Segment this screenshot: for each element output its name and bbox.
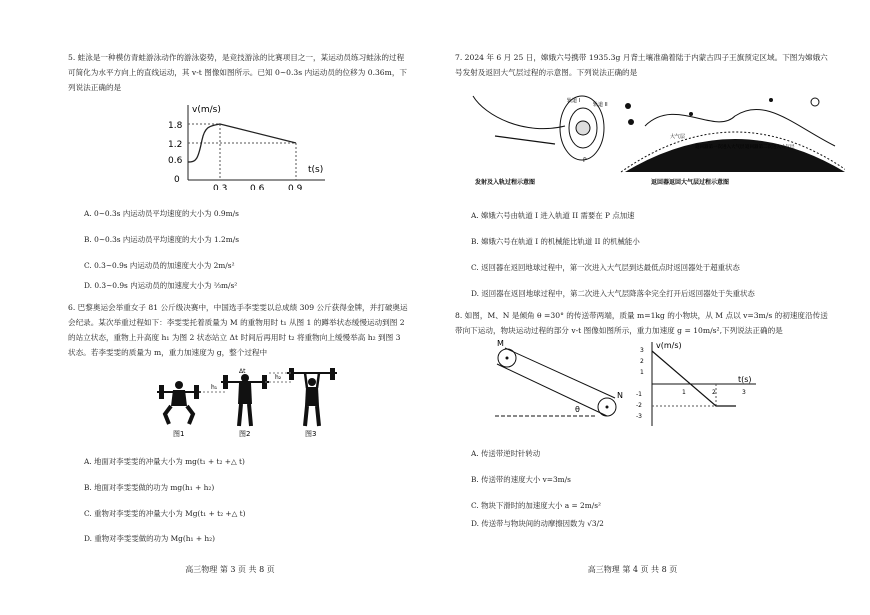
q8-ytick: -2: [636, 402, 642, 409]
q8-conveyor-belt: [495, 338, 625, 428]
fig-2-label: 图2: [239, 430, 251, 438]
theta-label: θ: [575, 405, 580, 414]
q5-option-b: B. 0~0.3s 内运动员平均速度的大小为 1.2m/s: [84, 235, 240, 244]
q8-ytick: -1: [636, 391, 642, 398]
q5-vt-graph: [150, 100, 330, 190]
q5-ytick: 1.8: [168, 121, 183, 131]
q5-ytick: 0: [174, 175, 180, 185]
q8-xlabel: t(s): [738, 375, 752, 384]
q5-xtick: 0.6: [250, 184, 265, 190]
q5-ylabel: v(m/s): [192, 105, 221, 115]
q6-option-c: C. 重物对李雯雯的冲量大小为 Mg(t₁ + t₂ +△ t): [84, 509, 246, 518]
q5-option-d: D. 0.3~0.9s 内运动员的加速度大小为 ⅔m/s²: [84, 281, 238, 290]
q7-option-a: A. 嫦娥六号由轨道 I 进入轨道 II 需要在 P 点加速: [471, 211, 635, 220]
h2-mark: h₂: [275, 374, 282, 381]
q8-ytick: 3: [640, 347, 644, 354]
page-footer: 高三物理 第 3 页 共 8 页: [185, 565, 275, 574]
q5-ytick: 0.6: [168, 156, 183, 166]
q8-option-c: C. 物块下滑时的加速度大小 a = 2m/s²: [471, 501, 601, 510]
fig-3-label: 图3: [305, 430, 317, 438]
q5-option-a: A. 0~0.3s 内运动员平均速度的大小为 0.9m/s: [84, 209, 239, 218]
q7-orbit-figure: [465, 86, 845, 190]
q5-option-c: C. 0.3~0.9s 内运动员的加速度大小为 2m/s²: [84, 261, 235, 270]
atmosphere-label: 大气层: [670, 134, 686, 140]
first-entry-label: 返回器第一次进入大气层: [695, 145, 745, 150]
second-entry-label: 返回器第二次进入大气层: [745, 145, 795, 150]
q7-option-d: D. 返回器在返回地球过程中，第二次进入大气层降落伞完全打开后返回器处于失重状态: [471, 289, 755, 298]
point-p-label: P: [583, 157, 587, 164]
launch-diagram: [473, 96, 608, 186]
q7-option-c: C. 返回器在返回地球过程中，第一次进入大气层到达最低点时返回器处于超重状态: [471, 263, 740, 272]
return-diagram: [621, 98, 845, 186]
q6-option-d: D. 重物对李雯雯做的功为 Mg(h₁ + h₂): [84, 534, 216, 543]
question-7-stem: 7. 2024 年 6 月 25 日，嫦娥六号携带 1935.3g 月背土壤准确着陆于内蒙古四子王旗预定区域。下图为嫦娥六号发射及返回大气层过程的示意图。下列说法正确的是: [455, 53, 828, 77]
h1-mark: h₁: [211, 384, 218, 391]
q5-xtick: 0.9: [288, 184, 303, 190]
q8-option-a: A. 传送带逆时针转动: [471, 449, 541, 458]
question-5-stem: 5. 蛙泳是一种模仿青蛙游泳动作的游泳姿势，是竞技游泳的比赛项目之一，某运动员练习蛙泳的过程可简化为水平方向上的直线运动，其 v-t 图像如图所示。已知 0~0.3s 内运动员的位移为 0.36m，下列说法正确的是: [68, 53, 408, 92]
fig-left-caption: 发射及入轨过程示意图: [475, 179, 536, 186]
q8-option-d: D. 传送带与物块间的动摩擦因数为 √3/2: [471, 519, 604, 528]
q6-option-a: A. 地面对李雯雯的冲量大小为 mg(t₁ + t₂ +△ t): [84, 457, 245, 466]
q5-xtick: 0.3: [213, 184, 228, 190]
lifter-overhead: [287, 368, 337, 426]
question-8-stem: 8. 如图，M、N 是倾角 θ =30° 的传送带两端，质量 m=1kg 的小物块，从 M 点以 v=3m/s 的初速度沿传送带向下运动，物块运动过程的部分 v-t 图像如图所示，重力加速度 g = 10m/s²,下列说法正确的是: [455, 311, 828, 335]
q8-ytick: 1: [640, 369, 644, 376]
q8-option-b: B. 传送带的速度大小 v=3m/s: [471, 475, 571, 484]
q8-ytick: -3: [636, 413, 642, 420]
q8-vt-graph: [630, 338, 760, 430]
point-m-label: M: [497, 339, 504, 348]
lifter-standing: [221, 368, 269, 426]
q8-xtick: 1: [682, 389, 686, 396]
orbit-2-label: 轨道 II: [593, 102, 608, 108]
q8-velocity-line: [652, 351, 736, 406]
question-6-stem: 6. 巴黎奥运会举重女子 81 公斤级决赛中，中国选手李雯雯以总成绩 309 公斤获得金牌，并打破奥运会纪录。某次举重过程如下：李雯雯托着质量为 M 的重物用时 t₁ 从图 1 的蹲举状态缓慢运动到图 2 的站立状态，重物上升高度 h₁ 为图 2 状态站立 Δt 时间后再用时 t₂ 将重物向上缓慢举高 h₂ 到图 3 状态。若李雯雯的质量为 m，重力加速度为 g，整个过程中: [68, 303, 408, 357]
fig-1-label: 图1: [173, 430, 185, 438]
page-4: [435, 0, 870, 615]
q6-weightlifting-figure: [155, 368, 345, 438]
q8-ytick: 2: [640, 358, 644, 365]
page-footer: 高三物理 第 4 页 共 8 页: [587, 565, 678, 574]
fig-right-caption: 返回器返回大气层过程示意图: [651, 179, 730, 186]
delta-t-mark: Δt: [239, 368, 246, 375]
q7-option-b: B. 嫦娥六号在轨道 I 的机械能比轨道 II 的机械能小: [471, 237, 640, 246]
q5-xlabel: t(s): [308, 165, 324, 175]
q8-xtick: 2: [712, 389, 716, 396]
q8-xtick: 3: [742, 389, 746, 396]
orbit-1-label: 轨道 I: [567, 98, 581, 104]
lifter-squat: [157, 381, 201, 424]
point-n-label: N: [617, 391, 623, 400]
q6-option-b: B. 地面对李雯雯做的功为 mg(h₁ + h₂): [84, 483, 215, 492]
q8-ylabel: v(m/s): [656, 341, 682, 350]
q5-ytick: 1.2: [168, 140, 183, 150]
